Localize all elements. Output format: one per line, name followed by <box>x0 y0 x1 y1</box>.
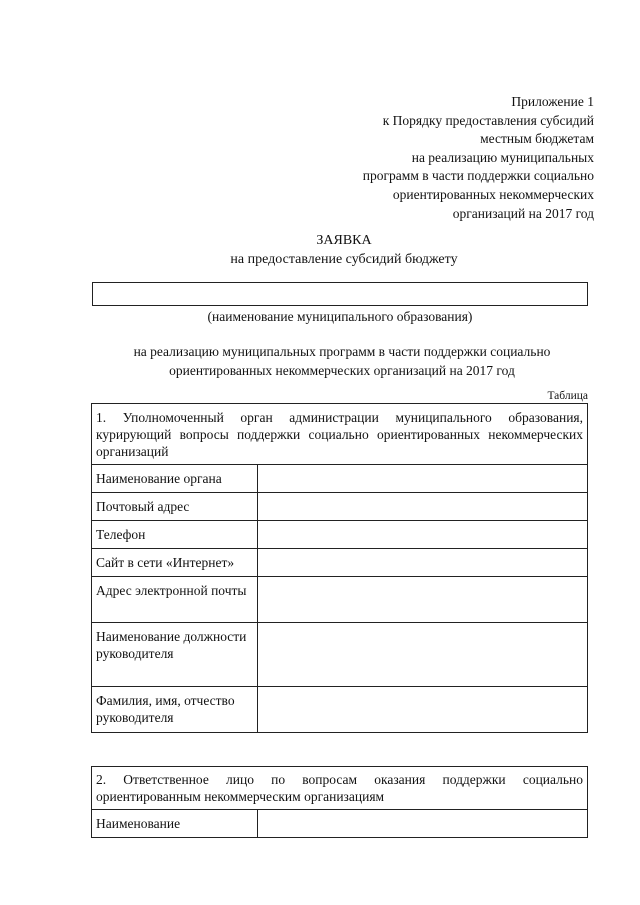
phone-field[interactable] <box>258 521 588 549</box>
row-label: Наименование органа <box>92 465 258 493</box>
appendix-line: Приложение 1 <box>511 94 594 109</box>
appendix-line: ориентированных некоммерческих <box>392 186 594 202</box>
purpose-line: на реализацию муниципальных программ в части поддержки социально <box>133 344 551 359</box>
municipality-name-field[interactable] <box>92 282 588 306</box>
purpose-line: ориентированных некоммерческих организаций на 2017 год <box>169 362 515 378</box>
head-position-field[interactable] <box>258 623 588 687</box>
appendix-line: к Порядку предоставления субсидий <box>382 112 594 128</box>
responsible-name-field[interactable] <box>258 810 588 838</box>
municipality-caption: (наименование муниципального образования) <box>207 309 473 324</box>
section2-table <box>91 766 588 838</box>
email-field[interactable] <box>258 577 588 623</box>
table-row <box>92 687 588 733</box>
title-sub: на предоставление субсидий бюджету <box>230 252 458 267</box>
table-row <box>92 493 588 521</box>
row-label: Фамилия, имя, отчество руководителя <box>92 687 258 733</box>
table-row <box>92 549 588 577</box>
table-row <box>92 577 588 623</box>
title-main: ЗАЯВКА <box>316 233 372 248</box>
website-field[interactable] <box>258 549 588 577</box>
table-row <box>92 465 588 493</box>
table-row <box>92 623 588 687</box>
table-label: Таблица <box>547 390 588 402</box>
appendix-line: местным бюджетам <box>480 131 594 147</box>
section1-header: 1. Уполномоченный орган администрации муниципального образования, курирующий вопросы поддержки социально ориентированных некоммерческих организаций <box>92 404 588 465</box>
section2-header-row <box>92 767 588 810</box>
section1-header-row <box>92 404 588 465</box>
postal-address-field[interactable] <box>258 493 588 521</box>
section2-header: 2. Ответственное лицо по вопросам оказания поддержки социально ориентированным некоммерческим организациям <box>92 767 588 810</box>
appendix-line: на реализацию муниципальных <box>411 149 594 165</box>
row-label: Адрес электронной почты <box>92 577 258 623</box>
table-row <box>92 810 588 838</box>
appendix-line: организаций на 2017 год <box>452 205 594 221</box>
appendix-block <box>363 93 594 223</box>
org-name-field[interactable] <box>258 465 588 493</box>
row-label: Наименование должности руководителя <box>92 623 258 687</box>
table-row <box>92 521 588 549</box>
row-label: Наименование <box>92 810 258 838</box>
row-label: Сайт в сети «Интернет» <box>92 549 258 577</box>
row-label: Почтовый адрес <box>92 493 258 521</box>
appendix-line: программ в части поддержки социально <box>362 168 594 184</box>
head-full-name-field[interactable] <box>258 687 588 733</box>
section1-table <box>91 403 588 733</box>
purpose-text <box>60 343 624 380</box>
document-title <box>0 231 640 269</box>
row-label: Телефон <box>92 521 258 549</box>
